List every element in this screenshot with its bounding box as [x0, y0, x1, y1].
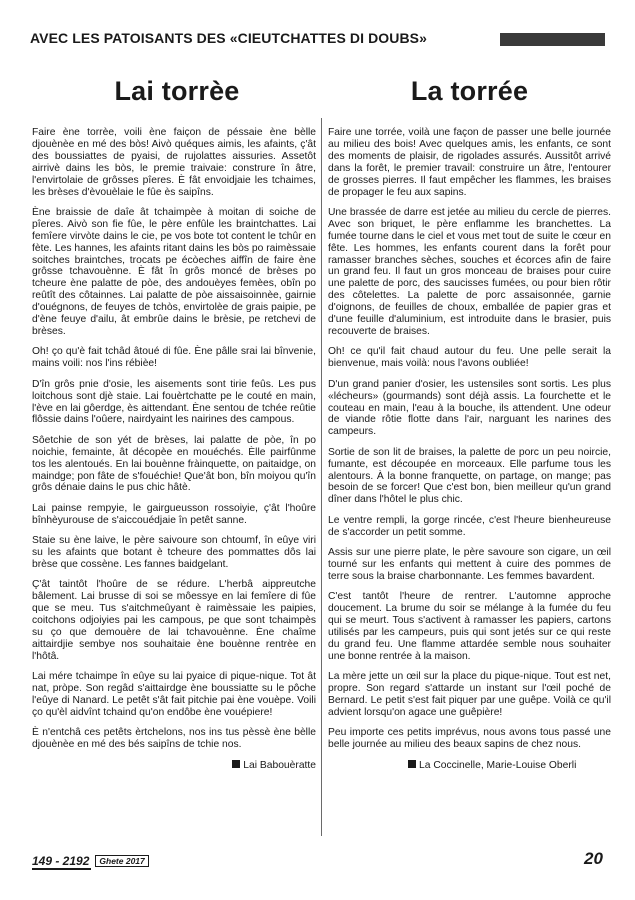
french-author-signature [328, 760, 611, 771]
paragraph: D'în grôs pnie d'osie, les aisements sont tirie feûs. Les pus loitchous sont djè staie. Lai fouèrtchatte pe le couté en main, l'ève en lai gôerdge, ès aittendant. Ène sentou de tchée reûtie flôssie dains l'oûere, nairdyaint les nairines des campous. [32, 378, 316, 426]
header-decorative-bar [500, 33, 605, 46]
section-title: AVEC LES PATOISANTS DES «CIEUTCHATTES DI DOUBS» [30, 30, 428, 46]
paragraph: Oh! ço qu'è fait tchâd âtoué di fûe. Ène pâlle srai lai bînvenie, mains voili: nos l'ins rébièe! [32, 346, 316, 370]
patois-article-title: Lai torrèe [114, 76, 240, 106]
page-number: 20 [584, 849, 603, 868]
square-bullet-icon [232, 760, 240, 768]
paragraph: Sortie de son lit de braises, la palette de porc un peu noircie, fumante, est découpée en morceaux. Elle parfume tous les alentours. À la bonne franquette, on partage, on mange; pas besoin de se forcer! Que c'est bon, bien meilleur qu'un grand dîner dans l'hôtel le plus chic. [328, 446, 611, 506]
patois-article-body [32, 127, 316, 751]
footer-issue-info [32, 852, 149, 868]
paragraph: Sôetchie de son yét de brèses, lai palatte de pòe, în po noichie, femainte, ât décopèe en mouéchés. Èlle pairfûnme tos les alentoués. En lai bouènne fràinquette, on paitaidge, on maindge; pon fâte de s'fouéchie! Que'ât bon, bîn moiyou qu'în grôs dénaie dains le pus chic hâtè. [32, 434, 316, 494]
paragraph: Le ventre rempli, la gorge rincée, c'est l'heure bienheureuse de s'accorder un petit somme. [328, 514, 611, 538]
paragraph: Lai painse rempyie, le gairgueusson rossoiyie, ç'ât l'hoûre bînhèyurouse de s'aiccouédjaie în petêt sanne. [32, 502, 316, 526]
paragraph: È n'entchâ ces petêts èrtchelons, nos ins tus pèssè ène bèlle djouènèe en mé des bés saipîns de tchie nos. [32, 727, 316, 751]
french-article-body [328, 127, 611, 751]
paragraph: Assis sur une pierre plate, le père savoure son cigare, un œil tourné sur les enfants qui mettent à cuire des pommes de terre sous la braise charbonnante. Les femmes bavardent. [328, 547, 611, 582]
section-header [30, 30, 605, 52]
patois-author-signature [32, 760, 316, 771]
square-bullet-icon [408, 760, 416, 768]
issue-date: Ghete 2017 [95, 855, 148, 867]
paragraph: Lai mére tchaimpe în eûye su lai pyaice di pique-nique. Tot ât nat, pròpe. Son regâd s'aittairdge ène boussiatte su le pôche l'eûye di Nanard. Le petêt s'ât fait pitchie pai ène vouèpe. Voili ço qu'èl aidvînt tchaind qu'on endôbe ène vouépiere! [32, 671, 316, 718]
paragraph: Staie su ène laive, le père saivoure son chtoumf, în eûye viri su les afaints que botant è tcheure des pommattes dôs lai brèse que cossène. Les fannes baidgelant. [32, 535, 316, 570]
paragraph: Faire ène torrèe, voili ène faiçon de péssaie ène bèlle djouènèe en mé des bòs! Aivò quéques aimis, les afaints, ç'ât des boussiattes de pyaisi, de rujolattes aissuries. Assetôt airrivè dains les bòs, le premie traivaie: construre în âtre, l'envirtolaie de grôsses pîeres. È fât envoidjaie les tchaimes, les brèses d'èvouèlaie le fûe ès saipîns. [32, 127, 316, 198]
column-divider [321, 118, 322, 836]
author-name: Lai Babouèratte [243, 759, 316, 771]
patois-column [32, 70, 316, 771]
issue-number: 149 - 2192 [32, 854, 90, 868]
paragraph: Peu importe ces petits imprévus, nous avons tous passé une belle journée au milieu des beaux sapins de chez nous. [328, 727, 611, 751]
french-article-title: La torrée [410, 76, 529, 106]
paragraph: D'un grand panier d'osier, les ustensiles sont sortis. Les plus «lécheurs» (gourmands) sont déjà assis. La fourchette et le couteau en main, l'eau à la bouche, ils attendent. Une odeur de viande rôtie flotte dans l'air, narguant les narines des campeurs. [328, 378, 611, 438]
paragraph: Ène braissie de daîe ât tchaimpèe à moitan di soiche de pîeres. Aivò son fie fûe, le père enfûle les braintchattes. Lai femîere virvòte dains le cie, pe vos bote tot content le tchûr en fète. Les hannes, les afaints ritant dains les bòs po raimèssaie soitches braintches, trocats pe écòeches aiffîn de faire ène grôsse tchavouènne. È fât în grôs moncé de brèses po tcheure ène palatte de pòe, des andouèyes femèes, obîn po reûtît des côtainnes. Lai palatte de pòe aissaisoinnèe, gairnie d'ouégnons, de feuyes de tchòs, envirtolèe de grais paipie, pe d'ène feuye d'ailu, ât embrûe dains le brèsie, pe retchevi de brèses. [32, 206, 316, 337]
paragraph: La mère jette un œil sur la place du pique-nique. Tout est net, propre. Son regard s'attarde un instant sur l'œil poché de Bernard. Le petit s'est fait piquer par une guêpe. Voilà ce qu'il advient lorsqu'on agace une guêpière! [328, 671, 611, 718]
paragraph: Oh! ce qu'il fait chaud autour du feu. Une pelle serait la bienvenue, mais voilà: nous l'avons oubliée! [328, 346, 611, 370]
french-column [328, 70, 611, 771]
paragraph: C'est tantôt l'heure de rentrer. L'automne approche doucement. La brume du soir se mélange à la fumée du feu qui se meurt. Tous s'activent à ramasser les papiers, cartons utilisés par les campeurs, puis qui sont jetés sur ce qui reste du grand feu. Une flamme attardée semble nous souhaiter une bonne rentrée à la maison. [328, 591, 611, 662]
author-name: La Coccinelle, Marie-Louise Oberli [419, 759, 577, 771]
paragraph: Une brassée de darre est jetée au milieu du cercle de pierres. Avec son briquet, le père enflamme les branchettes. La fumée tourne dans le ciel et vous met tout de suite le cœur en fête. Les hommes, les enfants courent dans la forêt pour ramasser branches sèches, souches et écorces afin de faire un grand feu. Il faut un gros monceau de braises pour cuire une palette de porc, des saucisses fumées, ou pour bien rôtir des côtelettes. La palette de porc assaisonnée, garnie d'oignons, de feuilles de choux, emballée de papier gras et d'une feuille d'aluminium, est introduite dans le brasier, puis recouverte de braises. [328, 206, 611, 337]
paragraph: Faire une torrée, voilà une façon de passer une belle journée au milieu des bois! Avec quelques amis, les enfants, ce sont des moments de plaisir, de rigolades assurés. Aussitôt arrivé dans la forêt, le premier travail: construire un âtre, l'entourer de grosses pierres. Il faut empêcher les flammes, les braises de propager le feu aux sapins. [328, 127, 611, 198]
paragraph: Ç'ât taintôt l'hoûre de se rédure. L'herbâ aippreutche bâlement. Lai brusse di soi se môessye en lai femîere di fûe que se meu. Tus s'aitchmeûyant è raimèssaie les paipies, coitchons odjoiyies pai les campous, pe que sont tchaimpès su ço que demouère de lai tchavouènne. Ène chaîme aittairdjie sembye nos souhaitaie ène bouènne rentrèe en l'hôtâ. [32, 579, 316, 662]
